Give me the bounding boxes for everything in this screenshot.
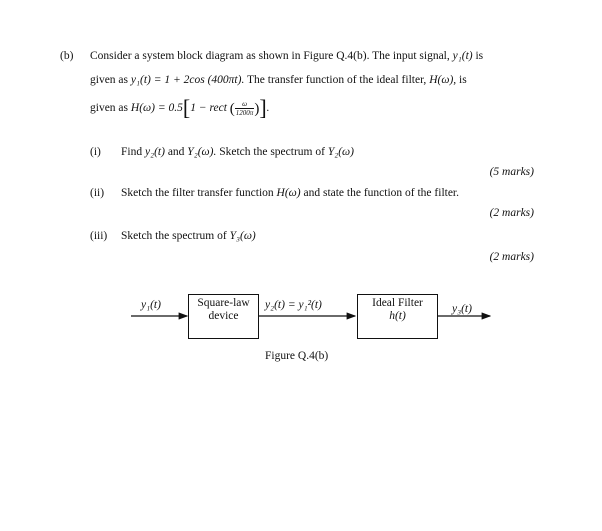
subq-i-num: (i) — [90, 146, 101, 158]
subq-ii-marks: (2 marks) — [489, 207, 534, 219]
left-paren: ( — [229, 101, 235, 117]
subq-iii-text: Sketch the spectrum of Y₃(ω) — [121, 230, 256, 242]
subq-ii-text: Sketch the filter transfer function H(ω) and state the function of the filter. — [121, 187, 460, 199]
figure-caption: Figure Q.4(b) — [265, 350, 329, 362]
ideal-filter-block: Ideal Filter h(t) — [357, 294, 438, 339]
line2-b: The transfer function of the ideal filter, — [247, 74, 427, 86]
input-signal-equation: y₁(t) = 1 + 2cos (400πt). — [130, 74, 245, 86]
line1-end: is — [475, 50, 484, 62]
subq-i-marks: (5 marks) — [489, 166, 534, 178]
subq-iii-marks: (2 marks) — [489, 251, 534, 263]
H-omega-symbol: H(ω), — [429, 74, 457, 86]
right-bracket: ] — [259, 95, 267, 120]
right-paren: ) — [254, 101, 260, 117]
transfer-function-equation: H(ω) = 0.5[1 − rect ( $\frac{\omega}{1200\pi}$ )]. — [130, 95, 270, 120]
part-label: (b) — [60, 50, 74, 62]
left-bracket: [ — [182, 95, 191, 120]
output-signal-label: y₃(t) — [452, 303, 472, 315]
line2-end: is — [459, 74, 467, 86]
middle-signal-label: y₂(t) = y₁²(t) — [265, 299, 322, 311]
square-law-device-block: Square-law device — [188, 294, 259, 339]
subq-i-text: Find y₂(t) and Y₂(ω). Sketch the spectrum of Y₂(ω) — [121, 146, 355, 158]
subq-ii-num: (ii) — [90, 187, 105, 199]
subq-iii-num: (iii) — [90, 230, 108, 242]
input-signal-label: y₁(t) — [141, 299, 161, 311]
line1-text: Consider a system block diagram as shown in Figure Q.4(b). The input signal, — [90, 50, 450, 62]
omega-fraction: $\frac{\omega}{1200\pi}$ — [235, 99, 254, 117]
line3-a: given as — [90, 102, 129, 114]
y1t-symbol: y₁(t) — [452, 50, 473, 62]
line2-a: given as — [90, 74, 129, 86]
